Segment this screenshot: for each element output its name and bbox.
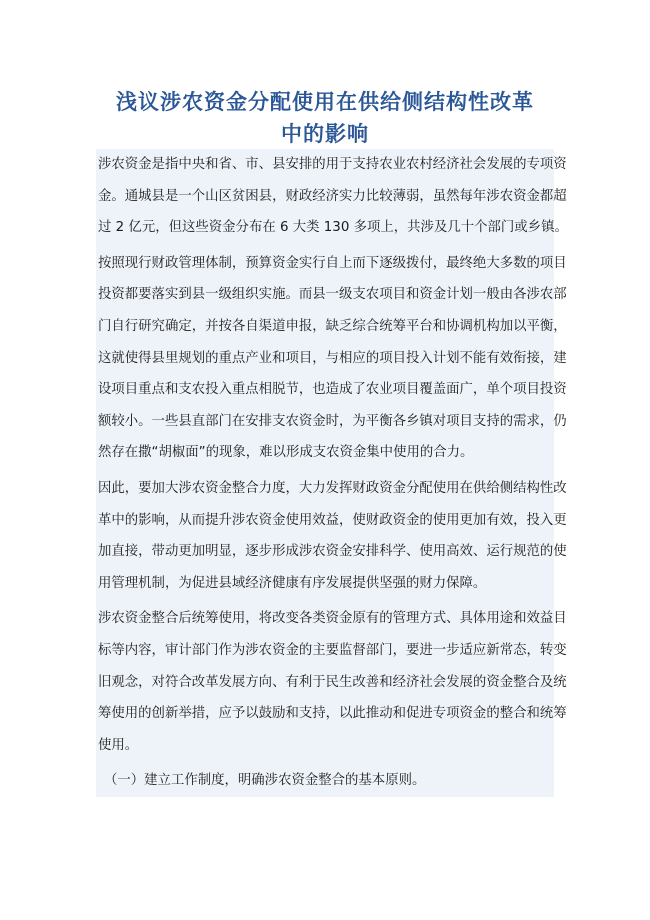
paragraph-line: 革中的影响，从而提升涉农资金使用效益，使财政资金的使用更加有效，投入更	[98, 512, 567, 528]
paragraph-line: 设项目重点和支农投入重点相脱节，也造成了农业项目覆盖面广，单个项目投资	[98, 382, 567, 398]
document-title-line-1: 浅议涉农资金分配使用在供给侧结构性改革	[116, 90, 534, 114]
paragraph	[96, 473, 567, 599]
paragraph-line: 门自行研究确定，并按各自渠道申报，缺乏综合统筹平台和协调机构加以平衡，	[98, 318, 567, 334]
paragraph-line: 使用。	[98, 737, 139, 753]
paragraph-line: 按照现行财政管理体制，预算资金实行自上而下逐级拨付，最终绝大多数的项目	[98, 255, 567, 271]
paragraph-line: 旧观念，对符合改革发展方向、有利于民生改善和经济社会发展的资金整合及统	[98, 674, 567, 690]
paragraph-line: 用管理机制，为促进县域经济健康有序发展提供坚强的财力保障。	[98, 575, 487, 591]
document-title-line-2: 中的影响	[281, 122, 369, 146]
paragraph-line: 涉农资金整合后统筹使用，将改变各类资金原有的管理方式、具体用途和效益目	[98, 611, 567, 627]
paragraph-line: 这就使得县里规划的重点产业和项目，与相应的项目投入计划不能有效衔接，建	[98, 350, 567, 366]
paragraph-line: 投资都要落实到县一级组织实施。而县一级支农项目和资金计划一般由各涉农部	[98, 287, 567, 303]
paragraph-line: 额较小。一些县直部门在安排支农资金时，为平衡各乡镇对项目支持的需求，仍	[98, 413, 567, 429]
paragraph-line: 过 2 亿元，但这些资金分布在 6 大类 130 多项上，共涉及几十个部门或乡镇。	[98, 220, 568, 236]
paragraph-line: 然存在撒“胡椒面”的现象，难以形成支农资金集中使用的合力。	[98, 445, 474, 461]
section-heading: （一）建立工作制度，明确涉农资金整合的基本原则。	[104, 773, 426, 789]
paragraph-line: 筹使用的创新举措，应予以鼓励和支持，以此推动和促进专项资金的整合和统筹	[98, 706, 567, 722]
paragraph-line: 金。通城县是一个山区贫困县，财政经济实力比较薄弱，虽然每年涉农资金都超	[98, 188, 567, 204]
paragraph-line: 因此，要加大涉农资金整合力度，大力发挥财政资金分配使用在供给侧结构性改	[98, 480, 567, 496]
document-body	[96, 149, 568, 797]
paragraph	[96, 149, 568, 244]
paragraph-line: 标等内容，审计部门作为涉农资金的主要监督部门，要进一步适应新常态，转变	[98, 642, 567, 658]
paragraph-line: 涉农资金是指中央和省、市、县安排的用于支持农业农村经济社会发展的专项资	[98, 157, 567, 172]
paragraph	[96, 248, 567, 469]
paragraph	[96, 603, 567, 761]
paragraph-line: 加直接，带动更加明显，逐步形成涉农资金安排科学、使用高效、运行规范的使	[98, 544, 567, 560]
